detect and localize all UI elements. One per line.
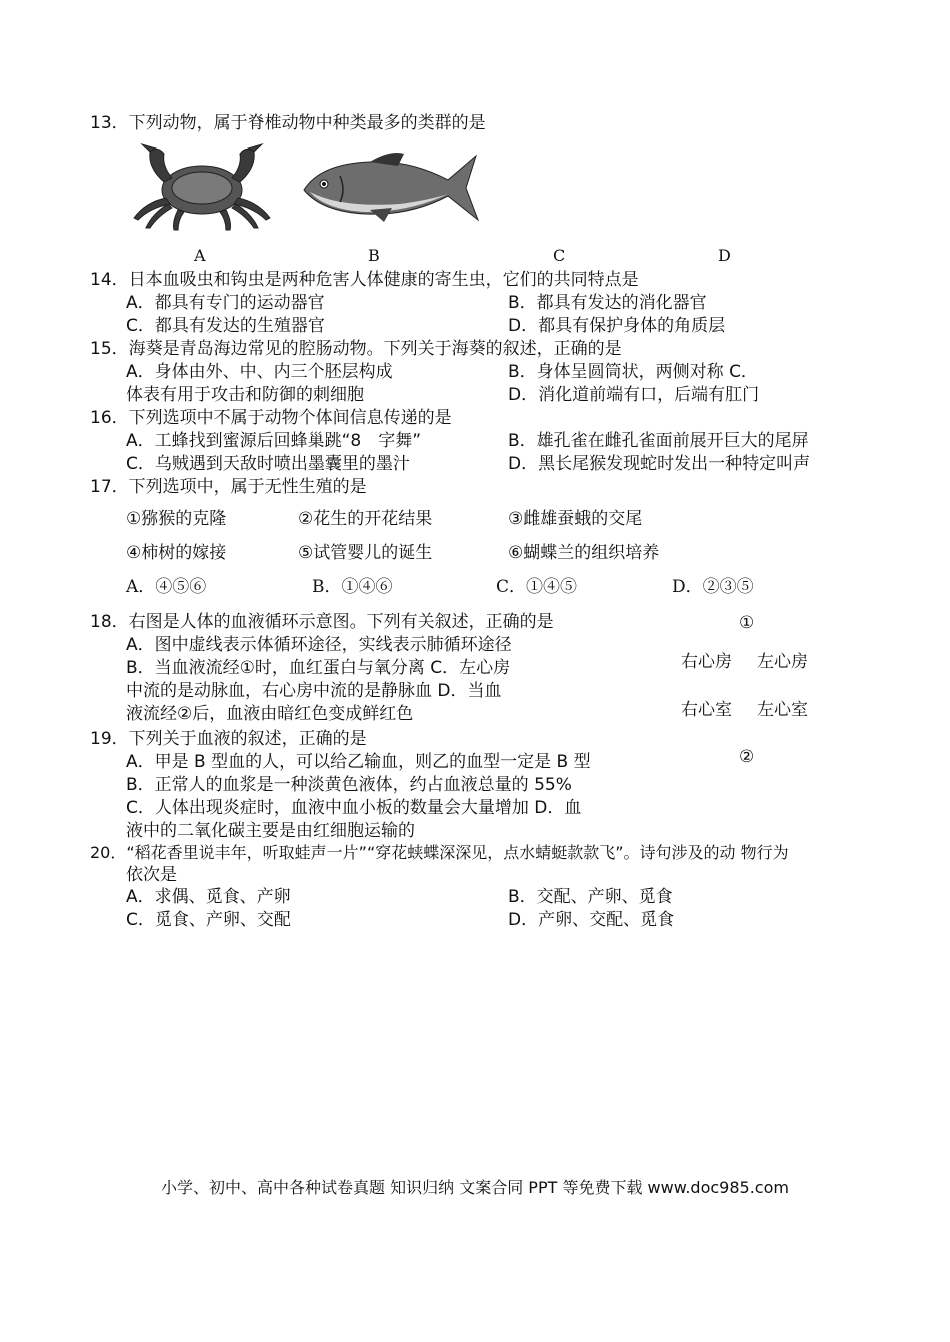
- q18-line-1: A．图中虚线表示体循环途径，实线表示肺循环途径: [126, 635, 512, 655]
- page-footer: 小学、初中、高中各种试卷真题 知识归纳 文案合同 PPT 等免费下载 www.doc985.com: [161, 1178, 789, 1197]
- q18-stem: 18．右图是人体的血液循环示意图。下列有关叙述，正确的是: [90, 612, 554, 632]
- q19-line-1: A．甲是 B 型血的人，可以给乙输血，则乙的血型一定是 B 型: [126, 752, 591, 772]
- q17-option-d: D．②③⑤: [672, 577, 754, 597]
- diagram-mark-1: ①: [739, 613, 755, 633]
- q16-option-d: D．黑长尾猴发现蛇时发出一种特定叫声: [508, 454, 811, 474]
- q17-stem: 17．下列选项中，属于无性生殖的是: [90, 477, 367, 497]
- q17-item-1: ①猕猴的克隆: [126, 509, 227, 529]
- q20-stem-line-2: 依次是: [126, 865, 177, 885]
- q14-option-d: D．都具有保护身体的角质层: [508, 316, 726, 336]
- q13-label-c: C: [553, 246, 566, 265]
- q15-option-c: 体表有用于攻击和防御的刺细胞: [126, 385, 364, 405]
- q17-item-4: ④柿树的嫁接: [126, 543, 227, 563]
- q15-option-b: B．身体呈圆筒状，两侧对称 C．: [508, 362, 758, 382]
- q20-option-d: D．产卵、交配、觅食: [508, 910, 675, 930]
- q19-line-3: C．人体出现炎症时，血液中血小板的数量会大量增加 D．血: [126, 798, 582, 818]
- q14-option-c: C．都具有发达的生殖器官: [126, 316, 325, 336]
- q13-label-a: A: [194, 246, 206, 265]
- diagram-left-ventricle: 左心室: [757, 700, 808, 720]
- q18-line-2: B．当血液流经①时，血红蛋白与氧分离 C．左心房: [126, 658, 511, 678]
- q17-option-b: B．①④⑥: [312, 577, 393, 597]
- diagram-right-atrium: 右心房: [681, 652, 732, 672]
- q19-line-2: B．正常人的血浆是一种淡黄色液体，约占血液总量的 55%: [126, 775, 572, 795]
- q15-option-a: A．身体由外、中、内三个胚层构成: [126, 362, 393, 382]
- crab-image: [128, 138, 276, 232]
- q17-item-5: ⑤试管婴儿的诞生: [298, 543, 433, 563]
- q17-option-a: A．④⑤⑥: [126, 577, 207, 597]
- diagram-right-ventricle: 右心室: [681, 700, 732, 720]
- q16-option-b: B．雄孔雀在雌孔雀面前展开巨大的尾屏: [508, 431, 809, 451]
- q20-stem-line-1: 20．“稻花香里说丰年，听取蛙声一片”“穿花蛱蝶深深见，点水蜻蜓款款飞”。诗句涉及的动 物行为: [90, 843, 789, 862]
- q18-line-3: 中流的是动脉血，右心房中流的是静脉血 D．当血: [126, 681, 502, 701]
- q20-option-c: C．觅食、产卵、交配: [126, 910, 291, 930]
- fish-image: [300, 150, 482, 224]
- q17-item-3: ③雌雄蚕蛾的交尾: [508, 509, 643, 529]
- q13-label-b: B: [368, 246, 380, 265]
- q13-stem: 13．下列动物，属于脊椎动物中种类最多的类群的是: [90, 113, 486, 133]
- diagram-mark-2: ②: [739, 747, 755, 767]
- q17-item-2: ②花生的开花结果: [298, 509, 433, 529]
- q13-label-d: D: [718, 246, 731, 265]
- q14-stem: 14．日本血吸虫和钩虫是两种危害人体健康的寄生虫，它们的共同特点是: [90, 270, 639, 290]
- q17-option-c: C．①④⑤: [496, 577, 578, 597]
- q16-option-c: C．乌贼遇到天敌时喷出墨囊里的墨汁: [126, 454, 410, 474]
- q16-stem: 16．下列选项中不属于动物个体间信息传递的是: [90, 408, 452, 428]
- q15-stem: 15．海葵是青岛海边常见的腔肠动物。下列关于海葵的叙述，正确的是: [90, 339, 622, 359]
- q19-stem: 19．下列关于血液的叙述，正确的是: [90, 729, 367, 749]
- q20-option-a: A．求偶、觅食、产卵: [126, 887, 291, 907]
- q17-item-6: ⑥蝴蝶兰的组织培养: [508, 543, 660, 563]
- q18-line-4: 液流经②后，血液由暗红色变成鲜红色: [126, 704, 414, 724]
- q14-option-a: A．都具有专门的运动器官: [126, 293, 325, 313]
- diagram-left-atrium: 左心房: [757, 652, 808, 672]
- q14-option-b: B．都具有发达的消化器官: [508, 293, 707, 313]
- q16-option-a: A．工蜂找到蜜源后回蜂巢跳“8 字舞”: [126, 431, 422, 451]
- q19-line-4: 液中的二氧化碳主要是由红细胞运输的: [126, 821, 415, 841]
- q20-option-b: B．交配、产卵、觅食: [508, 887, 673, 907]
- q15-option-d: D．消化道前端有口，后端有肛门: [508, 385, 760, 405]
